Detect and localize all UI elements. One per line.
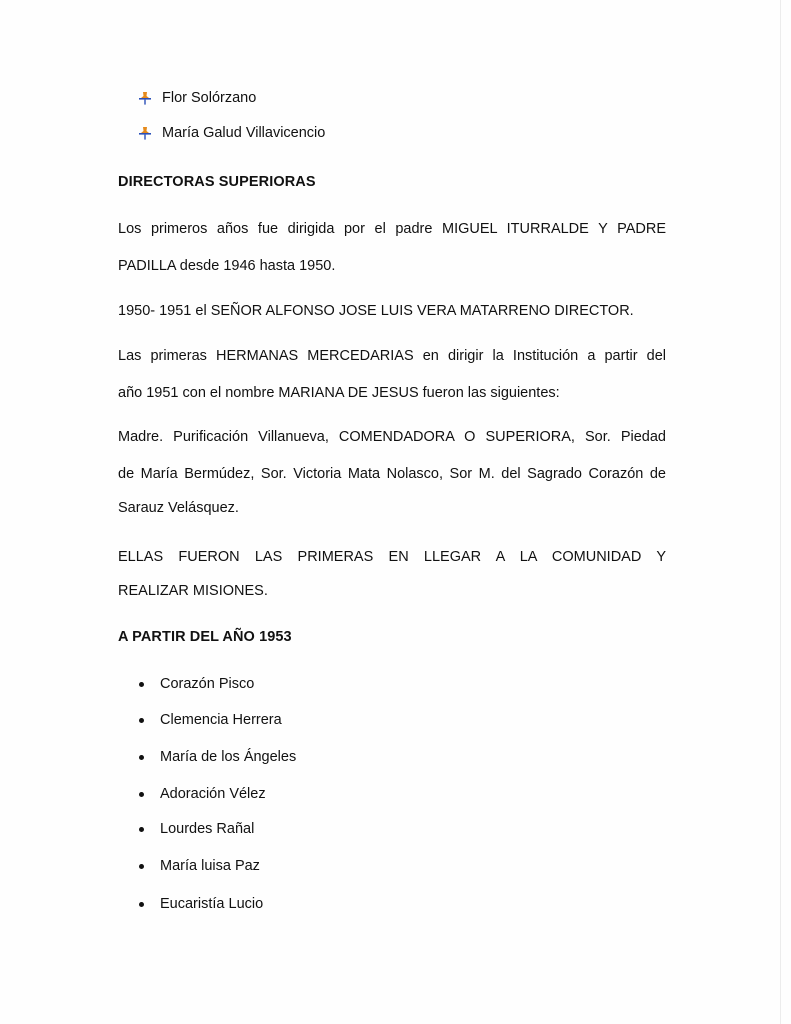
- bullet-item-label: Lourdes Rañal: [160, 821, 255, 837]
- page-edge-line: [780, 0, 781, 1024]
- bullet-dot-icon: [139, 682, 144, 687]
- paragraph-line: ELLAS FUERON LAS PRIMERAS EN LLEGAR A LA COMUNIDAD Y: [118, 549, 666, 565]
- bullet-list-item: [139, 749, 296, 765]
- bullet-list-item: [139, 821, 254, 837]
- pin-item-label: Flor Solórzano: [162, 90, 257, 106]
- bullet-list-item: [139, 786, 266, 802]
- paragraph-line: Madre. Purificación Villanueva, COMENDADORA O SUPERIORA, Sor. Piedad: [118, 429, 666, 445]
- paragraph-line: REALIZAR MISIONES.: [118, 583, 268, 599]
- paragraph-line: Sarauz Velásquez.: [118, 500, 239, 516]
- section-heading-directoras: DIRECTORAS SUPERIORAS: [118, 174, 316, 190]
- paragraph-line: Las primeras HERMANAS MERCEDARIAS en dirigir la Institución a partir del: [118, 348, 666, 364]
- bullet-dot-icon: [139, 755, 144, 760]
- pin-item-label: María Galud Villavicencio: [162, 125, 326, 141]
- paragraph-line: de María Bermúdez, Sor. Victoria Mata Nolasco, Sor M. del Sagrado Corazón de: [118, 466, 666, 482]
- bullet-item-label: Adoración Vélez: [160, 786, 266, 802]
- pushpin-icon: [138, 91, 152, 105]
- bullet-item-label: Clemencia Herrera: [160, 712, 282, 728]
- bullet-item-label: María de los Ángeles: [160, 749, 297, 765]
- bullet-list-item: [139, 712, 282, 728]
- bullet-dot-icon: [139, 792, 144, 797]
- bullet-list-item: [139, 896, 263, 912]
- bullet-dot-icon: [139, 902, 144, 907]
- bullet-list-item: [139, 676, 254, 692]
- paragraph-line: Los primeros años fue dirigida por el padre MIGUEL ITURRALDE Y PADRE: [118, 221, 666, 237]
- pin-list-item: [138, 90, 256, 106]
- bullet-item-label: María luisa Paz: [160, 858, 260, 874]
- pin-list-item: [138, 125, 325, 141]
- paragraph-line: PADILLA desde 1946 hasta 1950.: [118, 258, 336, 274]
- paragraph-line: 1950- 1951 el SEÑOR ALFONSO JOSE LUIS VERA MATARRENO DIRECTOR.: [118, 303, 634, 319]
- bullet-list-item: [139, 858, 260, 874]
- bullet-dot-icon: [139, 864, 144, 869]
- bullet-dot-icon: [139, 718, 144, 723]
- section-heading-1953: A PARTIR DEL AÑO 1953: [118, 629, 292, 645]
- bullet-item-label: Eucaristía Lucio: [160, 896, 264, 912]
- bullet-dot-icon: [139, 827, 144, 832]
- bullet-item-label: Corazón Pisco: [160, 676, 255, 692]
- pushpin-icon: [138, 126, 152, 140]
- paragraph-line: año 1951 con el nombre MARIANA DE JESUS fueron las siguientes:: [118, 385, 560, 401]
